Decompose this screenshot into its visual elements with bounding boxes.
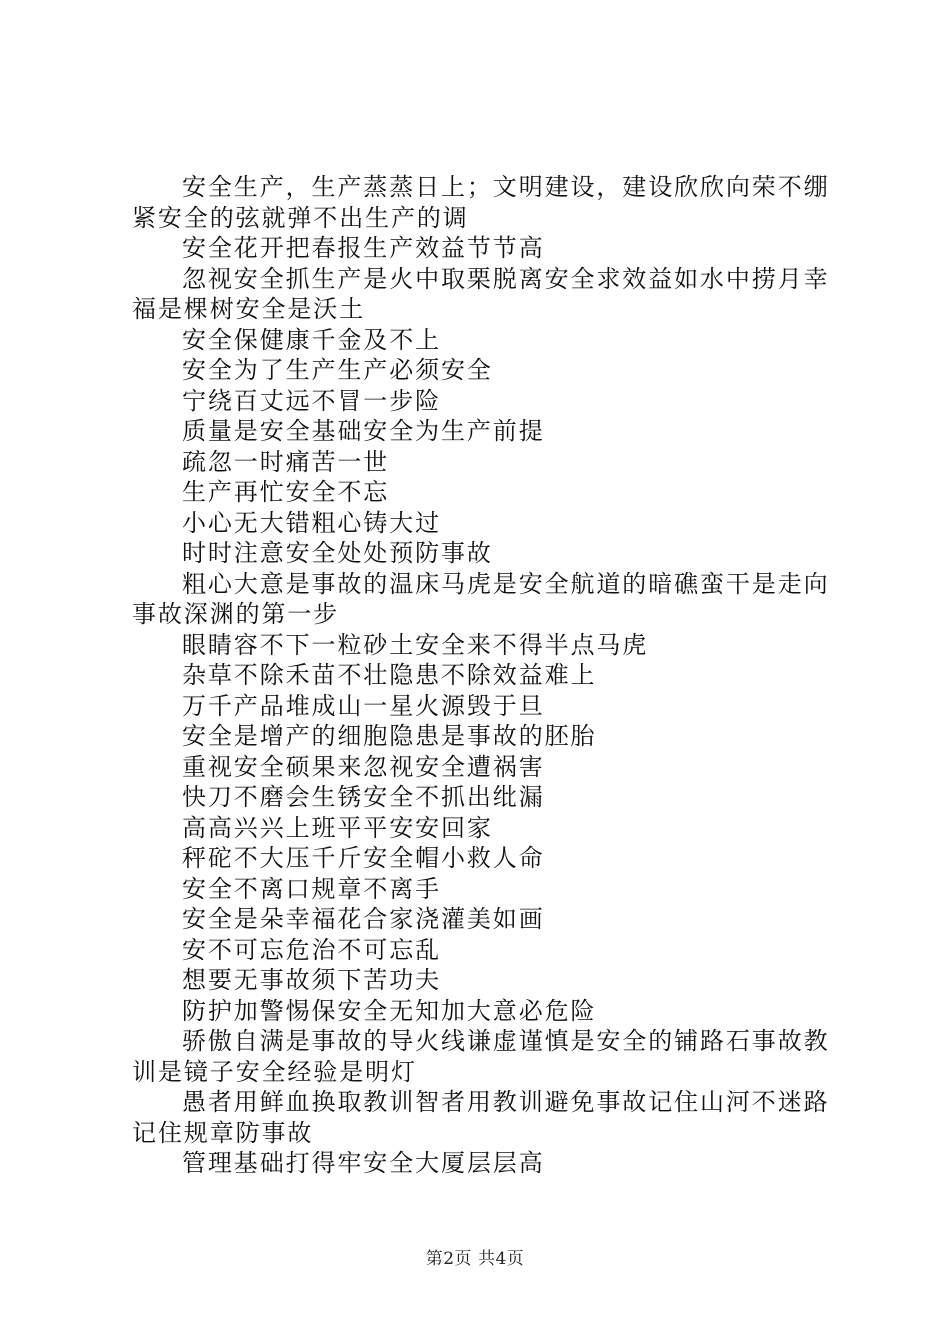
- paragraph: 防护加警惕保安全无知加大意必危险: [182, 996, 597, 1025]
- paragraph: 时时注意安全处处预防事故: [182, 539, 493, 567]
- paragraph: 安全不离口规章不离手: [182, 874, 441, 903]
- paragraph: 质量是安全基础安全为生产前提: [182, 417, 545, 445]
- paragraph: 重视安全硕果来忽视安全遭祸害: [182, 752, 545, 781]
- paragraph: 骄傲自满是事故的导火线谦虚谨慎是安全的铺路石事故教训是镜子安全经验是明灯: [132, 1027, 830, 1086]
- paragraph: 万千产品堆成山一星火源毁于旦: [182, 691, 545, 720]
- paragraph: 疏忽一时痛苦一世: [182, 447, 390, 476]
- paragraph: 安全是朵幸福花合家浇灌美如画: [182, 905, 545, 933]
- paragraph: 安全是增产的细胞隐患是事故的胚胎: [182, 722, 597, 750]
- paragraph: 眼睛容不下一粒砂土安全来不得半点马虎: [182, 630, 649, 659]
- paragraph: 杂草不除禾苗不壮隐患不除效益难上: [182, 661, 597, 689]
- paragraph: 安不可忘危治不可忘乱: [182, 935, 441, 964]
- paragraph: 高高兴兴上班平平安安回家: [182, 813, 493, 842]
- paragraph: 安全为了生产生产必须安全: [182, 356, 493, 384]
- paragraph: 秤砣不大压千斤安全帽小救人命: [182, 844, 545, 872]
- page-number-footer: 第2页 共4页: [425, 1249, 525, 1269]
- paragraph: 想要无事故须下苦功夫: [182, 966, 441, 994]
- paragraph: 安全保健康千金及不上: [182, 325, 441, 354]
- paragraph: 忽视安全抓生产是火中取栗脱离安全求效益如水中捞月幸福是棵树安全是沃土: [132, 264, 830, 323]
- paragraph: 管理基础打得牢安全大厦层层高: [182, 1149, 545, 1177]
- paragraph: 安全花开把春报生产效益节节高: [182, 234, 545, 262]
- paragraph: 快刀不磨会生锈安全不抓出纰漏: [182, 783, 545, 811]
- document-body: [132, 172, 832, 1179]
- paragraph: 宁绕百丈远不冒一步险: [182, 386, 441, 415]
- paragraph: 粗心大意是事故的温床马虎是安全航道的暗礁蛮干是走向事故深渊的第一步: [132, 569, 830, 628]
- paragraph: 愚者用鲜血换取教训智者用教训避免事故记住山河不迷路记住规章防事故: [132, 1088, 830, 1147]
- paragraph: 安全生产，生产蒸蒸日上；文明建设，建设欣欣向荣不绷紧安全的弦就弹不出生产的调: [132, 173, 830, 232]
- paragraph: 生产再忙安全不忘: [182, 478, 390, 506]
- paragraph: 小心无大错粗心铸大过: [182, 508, 441, 537]
